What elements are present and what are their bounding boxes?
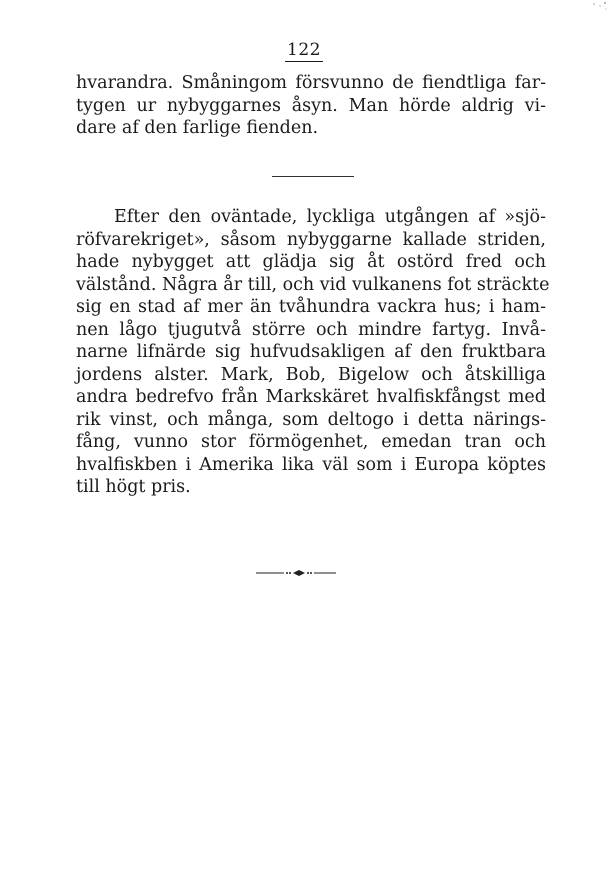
paragraph-1 — [76, 72, 546, 140]
page-number — [0, 40, 608, 62]
text-line: röfvarekriget», såsom nybyggarne kallade striden, — [76, 229, 546, 250]
text-line: hvarandra. Småningom försvunno de fiendtliga far- — [76, 73, 546, 93]
section-divider — [272, 176, 354, 177]
end-ornament-icon — [256, 566, 336, 580]
text-line: jordens alster. Mark, Bob, Bigelow och åtskilliga — [76, 364, 546, 385]
text-line: fång, vunno stor förmögenhet, emedan tran och — [76, 432, 546, 452]
text-line: till högt pris. — [76, 477, 191, 497]
text-line: andra bedrefvo från Markskäret hvalfiskfångst med — [76, 387, 546, 407]
page-number-text: 122 — [287, 40, 321, 60]
text-line: Efter den oväntade, lyckliga utgången af »sjö- — [114, 207, 546, 227]
text-line: hvalfiskben i Amerika lika väl som i Europa köptes — [76, 454, 546, 475]
paragraph-2 — [76, 206, 550, 499]
text-line: hade nybygget att glädja sig åt ostörd fred och — [76, 252, 546, 272]
text-line: dare af den farlige fienden. — [76, 118, 319, 138]
text-line: sig en stad af mer än tvåhundra vackra hus; i ham- — [76, 297, 546, 317]
text-line: nen lågo tjugutvå större och mindre fartyg. Invå- — [76, 319, 546, 340]
page-edge-marks — [548, 0, 608, 20]
text-line: rik vinst, och många, som deltogo i detta närings- — [76, 409, 546, 430]
text-line: tygen ur nybyggarnes åsyn. Man hörde aldrig vi- — [76, 95, 546, 116]
text-line: narne lifnärde sig hufvudsakligen af den fruktbara — [76, 342, 546, 362]
text-line: välstånd. Några år till, och vid vulkanens fot sträckte — [76, 274, 550, 295]
